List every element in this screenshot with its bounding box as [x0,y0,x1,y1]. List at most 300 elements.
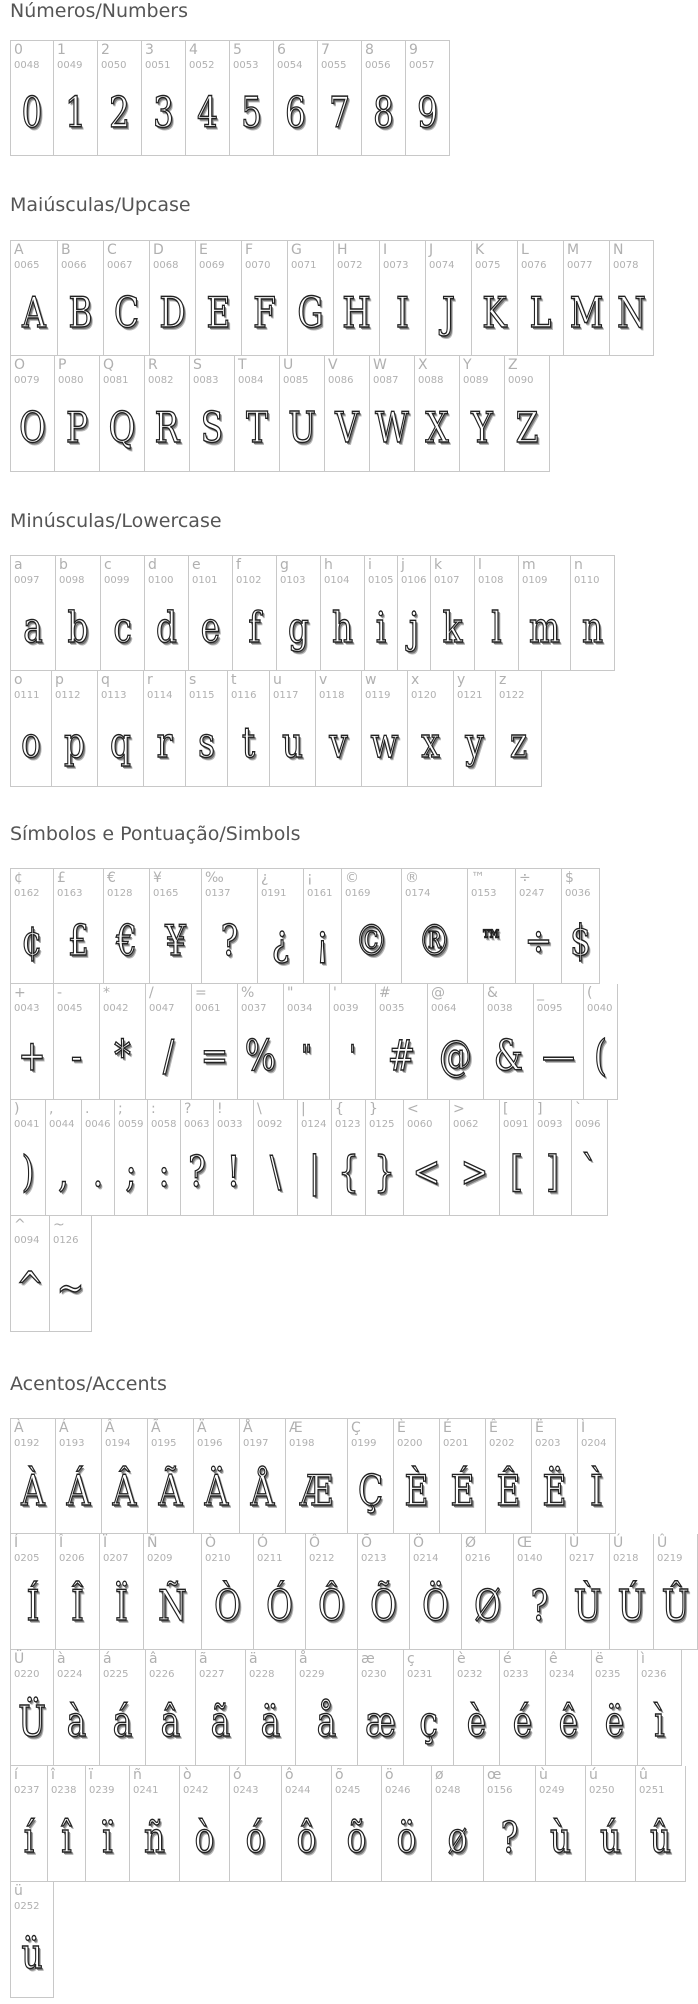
glyph-cell[interactable] [230,1766,282,1882]
glyph-cell[interactable] [52,671,98,787]
glyph-label: á [103,1651,112,1667]
glyph-cell[interactable] [192,984,238,1100]
glyph-cell[interactable] [330,984,376,1100]
glyph-cell[interactable] [534,1100,572,1216]
glyph-label: = [195,985,207,1001]
glyph-code: 0249 [539,1785,565,1796]
glyph-cell[interactable] [144,671,186,787]
glyph-preview: ä [260,1697,281,1746]
glyph-preview: * [114,1031,131,1080]
glyph-label: S [193,357,202,373]
glyph-code: 0219 [657,1553,683,1564]
glyph-cell[interactable] [394,1418,440,1534]
glyph-preview: s [198,718,215,767]
glyph-cell[interactable] [181,1100,214,1216]
glyph-cell[interactable] [146,1650,196,1766]
glyph-cell[interactable] [486,1418,532,1534]
glyph-cell[interactable] [462,1534,514,1650]
glyph-cell[interactable] [10,555,56,671]
glyph-cell[interactable] [362,40,406,156]
glyph-code: 0192 [14,1438,40,1449]
glyph-cell[interactable] [654,1534,698,1650]
glyph-cell[interactable] [358,1650,404,1766]
glyph-preview: Y [471,403,493,452]
glyph-label: ] [537,1101,543,1117]
glyph-cell[interactable] [318,40,362,156]
glyph-cell[interactable] [150,240,196,356]
glyph-preview: % [244,1031,277,1080]
glyph-preview: $ [570,916,591,965]
glyph-cell[interactable] [296,1650,358,1766]
glyph-preview: n [581,603,604,652]
glyph-cell[interactable] [286,1418,348,1534]
glyph-cell[interactable] [370,356,415,472]
glyph-label: Û [657,1535,668,1551]
glyph-code: 0104 [324,575,350,586]
glyph-cell[interactable] [146,984,192,1100]
glyph-cell[interactable] [56,1534,100,1650]
glyph-code: 0077 [567,260,593,271]
glyph-cell[interactable] [102,1418,148,1534]
glyph-preview: ó [245,1813,266,1862]
glyph-preview: & [493,1031,524,1080]
glyph-code: 0244 [285,1785,311,1796]
glyph-code: 0082 [148,375,174,386]
glyph-cell[interactable] [280,356,325,472]
glyph-cell[interactable] [298,1100,332,1216]
glyph-preview: ™ [480,924,503,957]
glyph-code: 0065 [14,260,40,271]
glyph-preview: S [200,403,224,452]
glyph-cell[interactable] [202,868,258,984]
glyph-preview: ú [599,1813,622,1862]
glyph-cell[interactable] [54,868,104,984]
glyph-preview: á [112,1697,133,1746]
glyph-label: ì [641,1651,645,1667]
glyph-label: A [14,242,24,258]
glyph-code: 0091 [503,1119,529,1130]
glyph-cell[interactable] [500,1650,546,1766]
glyph-label: p [55,672,64,688]
glyph-cell[interactable] [610,240,654,356]
glyph-cell[interactable] [270,671,316,787]
glyph-code: 0218 [613,1553,639,1564]
glyph-code: 0063 [184,1119,210,1130]
glyph-label: â [149,1651,158,1667]
glyph-cell[interactable] [578,1418,616,1534]
glyph-preview: Ï [115,1581,128,1630]
glyph-cell[interactable] [58,240,104,356]
glyph-code: 0232 [457,1669,483,1680]
glyph-cell[interactable] [564,240,610,356]
glyph-code: 0053 [233,60,259,71]
glyph-code: 0100 [148,575,174,586]
glyph-cell[interactable] [546,1650,592,1766]
glyph-label: ~ [53,1217,65,1233]
glyph-cell[interactable] [316,671,362,787]
glyph-label: f [236,557,241,573]
glyph-cell[interactable] [10,1882,54,1998]
glyph-cell[interactable] [484,984,534,1100]
glyph-preview: E [206,288,231,337]
glyph-cell[interactable] [358,1534,410,1650]
glyph-cell[interactable] [450,1100,500,1216]
glyph-label: ó [233,1767,242,1783]
glyph-cell[interactable] [518,240,564,356]
glyph-preview: ¿ [271,916,290,965]
glyph-row [10,1534,698,1650]
glyph-label: u [273,672,282,688]
glyph-code: 0119 [365,690,391,701]
glyph-cell[interactable] [432,1766,484,1882]
glyph-preview: t [241,718,256,767]
glyph-cell[interactable] [101,555,145,671]
glyph-cell[interactable] [10,356,55,472]
glyph-label: Ë [535,1420,544,1436]
glyph-label: ò [183,1767,192,1783]
glyph-label: à [57,1651,66,1667]
glyph-preview: p [64,718,85,767]
glyph-cell[interactable] [202,1534,254,1650]
glyph-preview: ø [447,1813,468,1862]
glyph-code: 0059 [118,1119,144,1130]
glyph-cell[interactable] [98,40,142,156]
glyph-code: 0085 [283,375,309,386]
glyph-label: ¡ [307,870,313,886]
glyph-code: 0204 [581,1438,607,1449]
glyph-cell[interactable] [242,240,288,356]
glyph-preview: ë [604,1697,625,1746]
glyph-code: 0041 [14,1119,40,1130]
glyph-cell[interactable] [56,1418,102,1534]
glyph-cell[interactable] [186,671,228,787]
glyph-cell[interactable] [288,240,334,356]
glyph-cell[interactable] [148,1100,181,1216]
glyph-code: 0198 [289,1438,315,1449]
glyph-cell[interactable] [86,1766,130,1882]
glyph-label: > [453,1101,465,1117]
glyph-cell[interactable] [10,868,54,984]
glyph-label: N [613,242,624,258]
glyph-preview: â [160,1697,181,1746]
glyph-cell[interactable] [426,240,472,356]
glyph-cell[interactable] [54,984,100,1100]
glyph-code: 0061 [195,1003,221,1014]
glyph-label: ê [549,1651,558,1667]
glyph-label: ® [405,870,419,886]
glyph-cell[interactable] [274,40,318,156]
glyph-cell[interactable] [104,240,150,356]
glyph-cell[interactable] [638,1650,682,1766]
glyph-cell[interactable] [496,671,542,787]
glyph-code: 0251 [639,1785,665,1796]
glyph-label: ï [89,1767,93,1783]
glyph-preview: í [23,1813,35,1862]
glyph-preview: B [68,288,93,337]
glyph-cell[interactable] [562,868,600,984]
glyph-cell[interactable] [304,868,342,984]
glyph-cell[interactable] [130,1766,180,1882]
glyph-preview: 3 [153,88,174,137]
glyph-cell[interactable] [100,1650,146,1766]
glyph-cell[interactable] [566,1534,610,1650]
glyph-cell[interactable] [321,555,365,671]
glyph-cell[interactable] [238,984,284,1100]
glyph-label: I [383,242,388,258]
glyph-label: ñ [133,1767,142,1783]
glyph-cell[interactable] [10,1650,54,1766]
glyph-cell[interactable] [190,356,235,472]
glyph-label: ) [14,1101,20,1117]
glyph-cell[interactable] [460,356,505,472]
glyph-cell[interactable] [514,1534,566,1650]
glyph-cell[interactable] [56,555,101,671]
glyph-cell[interactable] [472,240,518,356]
glyph-code: 0076 [521,260,547,271]
glyph-cell[interactable] [10,1216,50,1332]
glyph-label: s [189,672,197,688]
glyph-cell[interactable] [306,1534,358,1650]
glyph-label: Ú [613,1535,624,1551]
glyph-cell[interactable] [519,555,571,671]
glyph-label: % [241,985,255,1001]
glyph-cell[interactable] [277,555,321,671]
glyph-preview: P [65,403,89,452]
glyph-cell[interactable] [150,868,202,984]
glyph-cell[interactable] [54,1650,100,1766]
glyph-cell[interactable] [10,984,54,1100]
glyph-code: 0246 [385,1785,411,1796]
glyph-cell[interactable] [410,1534,462,1650]
glyph-code: 0227 [199,1669,225,1680]
glyph-label: ù [539,1767,548,1783]
glyph-cell[interactable] [10,1534,56,1650]
glyph-cell[interactable] [48,1766,86,1882]
glyph-cell[interactable] [332,1100,366,1216]
glyph-cell[interactable] [142,40,186,156]
glyph-code: 0212 [309,1553,335,1564]
glyph-cell[interactable] [500,1100,534,1216]
glyph-cell[interactable] [10,1100,46,1216]
glyph-code: 0153 [471,888,497,899]
glyph-label: / [149,985,154,1001]
glyph-cell[interactable] [104,868,150,984]
glyph-label: h [324,557,333,573]
glyph-cell[interactable] [505,356,550,472]
glyph-preview: W [375,403,409,452]
glyph-cell[interactable] [440,1418,486,1534]
glyph-cell[interactable] [10,1766,48,1882]
glyph-preview: ù [549,1813,572,1862]
glyph-cell[interactable] [362,671,408,787]
glyph-cell[interactable] [100,1534,144,1650]
glyph-cell[interactable] [484,1766,536,1882]
glyph-cell[interactable] [332,1766,382,1882]
glyph-cell[interactable] [82,1100,115,1216]
glyph-preview: ® [418,916,451,965]
glyph-row [10,40,450,156]
glyph-label: Ê [489,1420,498,1436]
glyph-code: 0036 [565,888,591,899]
glyph-preview: + [18,1031,46,1080]
glyph-cell[interactable] [98,671,144,787]
glyph-cell[interactable] [380,240,426,356]
glyph-cell[interactable] [334,240,380,356]
glyph-cell[interactable] [571,555,615,671]
glyph-cell[interactable] [10,40,54,156]
glyph-cell[interactable] [145,555,189,671]
glyph-cell[interactable] [246,1650,296,1766]
glyph-cell[interactable] [186,40,230,156]
glyph-cell[interactable] [254,1534,306,1650]
glyph-label: ç [407,1651,415,1667]
glyph-code: 0110 [574,575,600,586]
glyph-cell[interactable] [55,356,100,472]
glyph-code: 0207 [103,1553,129,1564]
glyph-code: 0140 [517,1553,543,1564]
glyph-cell[interactable] [592,1650,638,1766]
glyph-cell[interactable] [610,1534,654,1650]
glyph-label: d [148,557,157,573]
glyph-cell[interactable] [415,356,460,472]
glyph-cell[interactable] [406,40,450,156]
glyph-cell[interactable] [376,984,428,1100]
glyph-cell[interactable] [50,1216,92,1332]
glyph-cell[interactable] [404,1650,454,1766]
glyph-code: 0080 [58,375,84,386]
glyph-cell[interactable] [180,1766,230,1882]
glyph-preview: 7 [329,88,350,137]
glyph-cell[interactable] [145,356,190,472]
glyph-cell[interactable] [194,1418,240,1534]
glyph-cell[interactable] [10,671,52,787]
glyph-label: * [103,985,110,1001]
glyph-cell[interactable] [342,868,402,984]
glyph-preview: æ [365,1697,396,1746]
glyph-code: 0125 [369,1119,395,1130]
glyph-cell[interactable] [196,240,242,356]
glyph-cell[interactable] [404,1100,450,1216]
glyph-label: © [345,870,359,886]
glyph-label: ü [14,1883,23,1899]
glyph-cell[interactable] [572,1100,608,1216]
glyph-code: 0103 [280,575,306,586]
glyph-preview: [ [510,1147,523,1196]
glyph-cell[interactable] [235,356,280,472]
glyph-label: B [61,242,71,258]
glyph-cell[interactable] [348,1418,394,1534]
glyph-code: 0037 [241,1003,267,1014]
glyph-cell[interactable] [454,671,496,787]
glyph-label: Y [463,357,472,373]
glyph-label: r [147,672,153,688]
glyph-label: 1 [57,42,66,58]
glyph-label: 9 [409,42,418,58]
glyph-cell[interactable] [100,356,145,472]
glyph-cell[interactable] [532,1418,578,1534]
glyph-code: 0114 [147,690,173,701]
glyph-cell[interactable] [402,868,468,984]
glyph-cell[interactable] [282,1766,332,1882]
glyph-cell[interactable] [284,984,330,1100]
glyph-label: Á [59,1420,69,1436]
glyph-label: G [291,242,302,258]
glyph-cell[interactable] [196,1650,246,1766]
glyph-cell[interactable] [10,1418,56,1534]
glyph-cell[interactable] [258,868,304,984]
glyph-cell[interactable] [100,984,146,1100]
glyph-cell[interactable] [240,1418,286,1534]
glyph-cell[interactable] [431,555,475,671]
glyph-preview: ö [396,1813,417,1862]
glyph-preview: @ [439,1031,472,1080]
glyph-cell[interactable] [428,984,484,1100]
glyph-preview: Ò [214,1581,241,1630]
glyph-cell[interactable] [536,1766,586,1882]
glyph-cell[interactable] [325,356,370,472]
glyph-cell[interactable] [54,40,98,156]
glyph-preview: å [316,1697,337,1746]
glyph-cell[interactable] [189,555,233,671]
glyph-label: H [337,242,348,258]
glyph-preview: A [22,288,46,337]
glyph-cell[interactable] [584,984,618,1100]
glyph-code: 0162 [14,888,40,899]
glyph-cell[interactable] [230,40,274,156]
glyph-cell[interactable] [534,984,584,1100]
glyph-cell[interactable] [454,1650,500,1766]
glyph-preview: D [159,288,186,337]
glyph-cell[interactable] [366,1100,404,1216]
glyph-cell[interactable] [636,1766,686,1882]
glyph-preview: Ô [318,1581,345,1630]
glyph-label: C [107,242,117,258]
glyph-preview: É [450,1466,475,1515]
glyph-cell[interactable] [516,868,562,984]
glyph-cell[interactable] [115,1100,148,1216]
glyph-preview: Ä [204,1466,229,1515]
glyph-cell[interactable] [254,1100,298,1216]
glyph-code: 0245 [335,1785,361,1796]
glyph-preview: ô [296,1813,317,1862]
glyph-cell[interactable] [475,555,519,671]
glyph-label: c [104,557,112,573]
glyph-cell[interactable] [398,555,431,671]
glyph-cell[interactable] [382,1766,432,1882]
glyph-cell[interactable] [408,671,454,787]
glyph-cell[interactable] [586,1766,636,1882]
glyph-cell[interactable] [144,1534,202,1650]
glyph-label: è [457,1651,466,1667]
glyph-cell[interactable] [365,555,398,671]
glyph-code: 0043 [14,1003,40,1014]
glyph-cell[interactable] [10,240,58,356]
glyph-label: ã [199,1651,208,1667]
glyph-code: 0062 [453,1119,479,1130]
glyph-preview: F [253,288,276,337]
glyph-row [10,1216,618,1332]
glyph-preview: ¢ [21,916,43,965]
glyph-label: È [397,1420,406,1436]
glyph-label: Õ [361,1535,373,1551]
glyph-cell[interactable] [148,1418,194,1534]
glyph-cell[interactable] [214,1100,254,1216]
glyph-cell[interactable] [228,671,270,787]
glyph-cell[interactable] [46,1100,82,1216]
glyph-label: $ [565,870,574,886]
glyph-cell[interactable] [468,868,516,984]
glyph-cell[interactable] [233,555,277,671]
